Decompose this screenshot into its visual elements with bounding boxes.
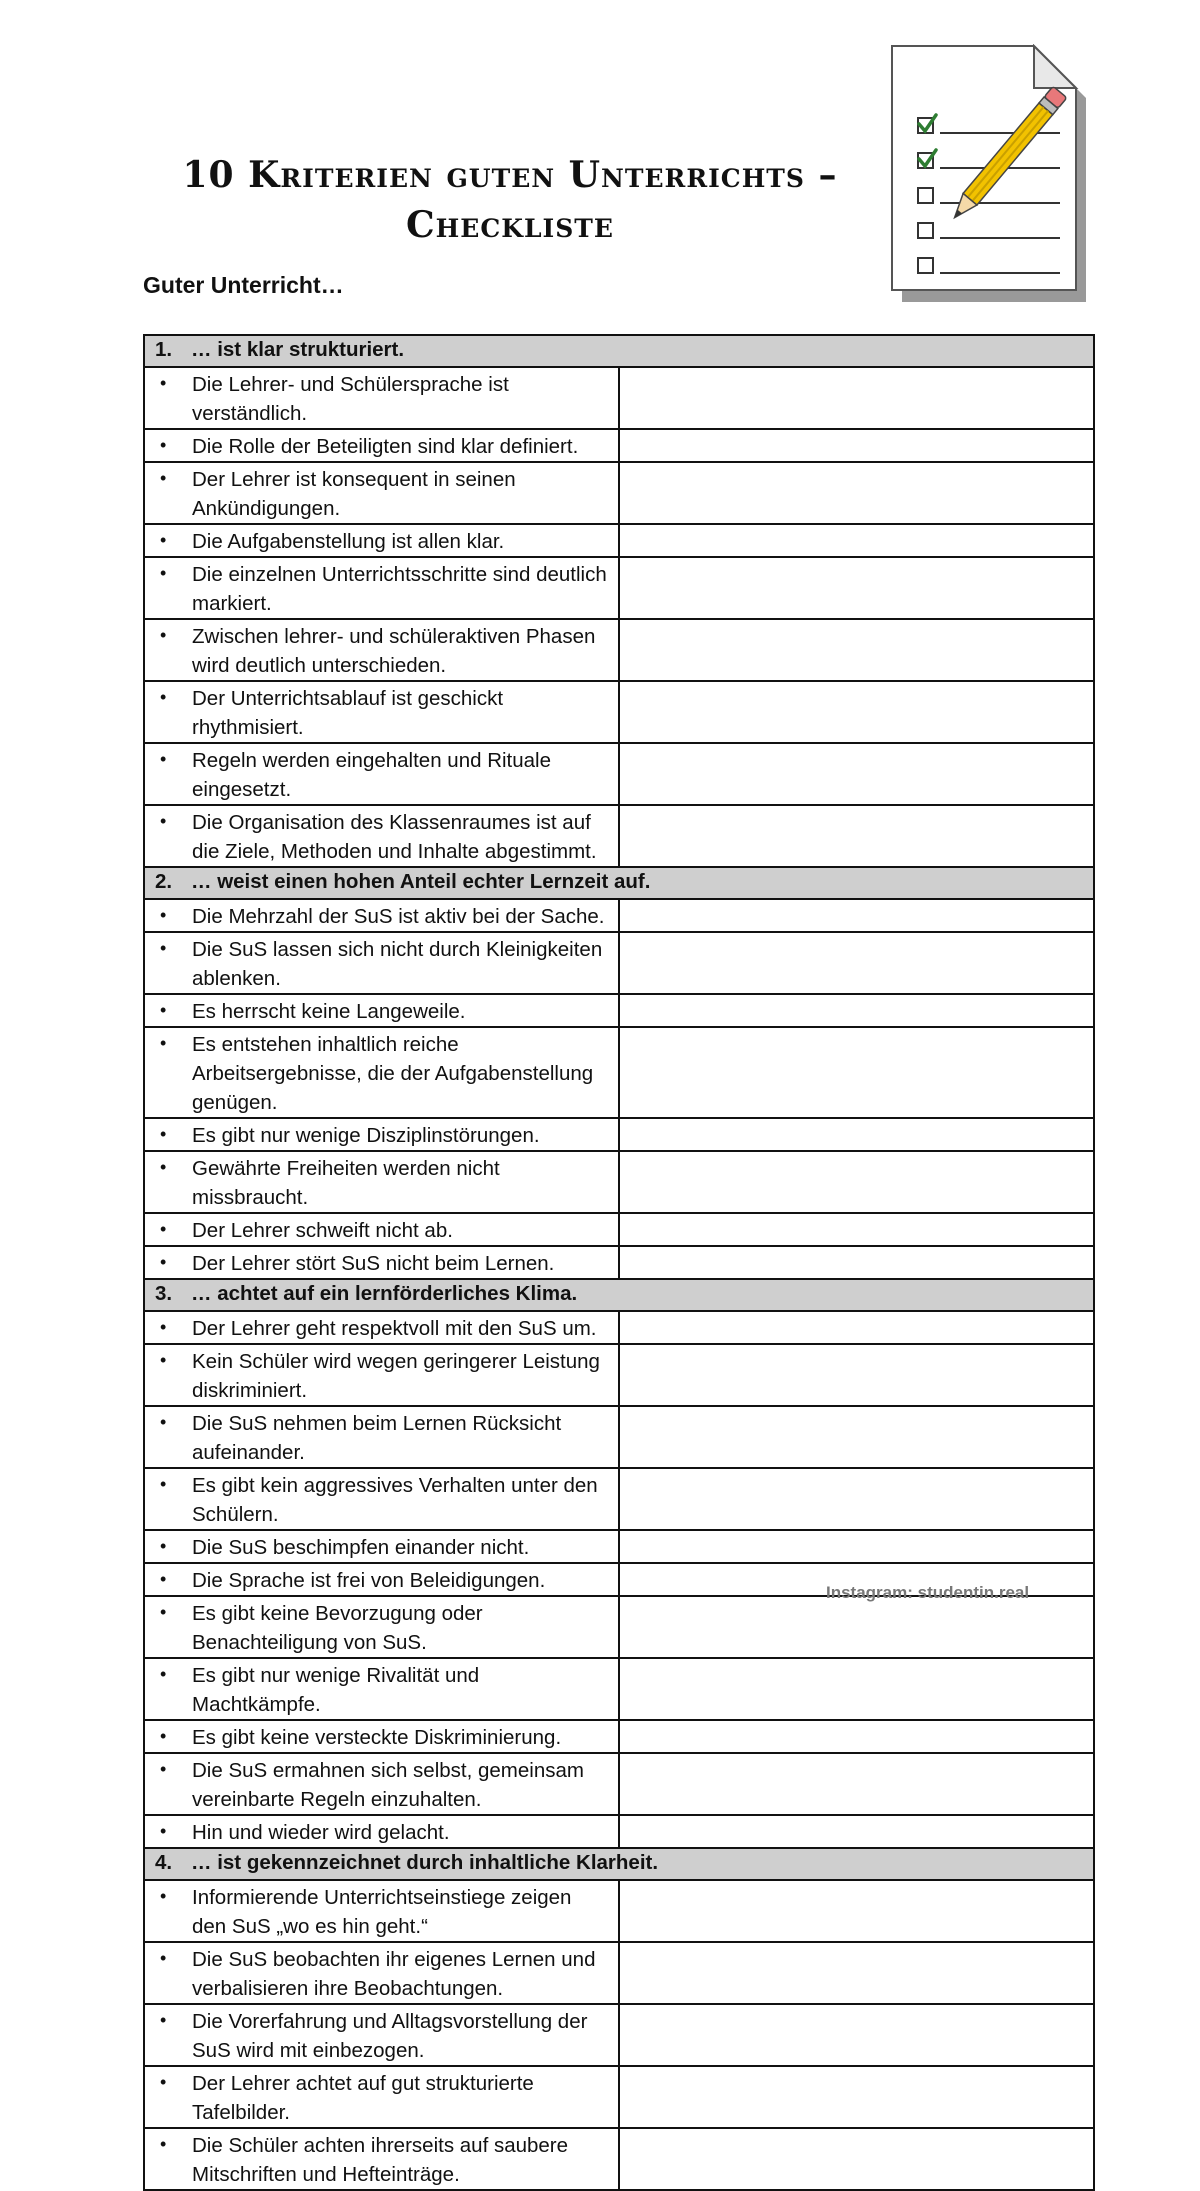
criterion-text: Die Sprache ist frei von Beleidigungen. <box>192 1569 546 1592</box>
criterion-cell <box>144 1406 619 1468</box>
bullet-icon: • <box>160 373 167 393</box>
checklist-item-row <box>144 899 1094 932</box>
bullet-icon: • <box>160 1759 167 1779</box>
criterion-cell <box>144 557 619 619</box>
checklist-item-row <box>144 1118 1094 1151</box>
checklist-item-row <box>144 429 1094 462</box>
criterion-cell <box>144 429 619 462</box>
bullet-icon: • <box>160 1602 167 1622</box>
bullet-icon: • <box>160 625 167 645</box>
checkbox-cell[interactable] <box>619 1151 1094 1213</box>
criterion-text: Die Mehrzahl der SuS ist aktiv bei der Sache. <box>192 905 605 928</box>
bullet-icon: • <box>160 1821 167 1841</box>
checklist-item-row <box>144 1942 1094 2004</box>
criterion-cell <box>144 1658 619 1720</box>
criterion-text: Es herrscht keine Langeweile. <box>192 1000 466 1023</box>
criterion-text: Es gibt nur wenige Rivalität und Machtkämpfe. <box>192 1664 480 1716</box>
section-number: 2. <box>155 870 173 893</box>
criterion-cell <box>144 2004 619 2066</box>
criterion-cell <box>144 1468 619 1530</box>
bullet-icon: • <box>160 1350 167 1370</box>
checklist-item-row <box>144 1311 1094 1344</box>
checklist-item-row <box>144 557 1094 619</box>
checkbox-cell[interactable] <box>619 1468 1094 1530</box>
criterion-text: Die SuS lassen sich nicht durch Kleinigkeiten ablenken. <box>192 938 603 990</box>
bullet-icon: • <box>160 1536 167 1556</box>
checklist-item-row <box>144 994 1094 1027</box>
criterion-text: Die Lehrer- und Schülersprache ist verständlich. <box>192 373 509 425</box>
bullet-icon: • <box>160 468 167 488</box>
section-heading <box>144 1848 1094 1880</box>
criterion-text: Zwischen lehrer- und schüleraktiven Phasen wird deutlich unterschieden. <box>192 625 596 677</box>
checklist-item-row <box>144 743 1094 805</box>
checkbox-cell[interactable] <box>619 1213 1094 1246</box>
section-header-row <box>144 1279 1094 1311</box>
checklist-item-row <box>144 805 1094 867</box>
checklist-item-row <box>144 2066 1094 2128</box>
checklist-item-row <box>144 2128 1094 2190</box>
criterion-cell <box>144 1720 619 1753</box>
bullet-icon: • <box>160 938 167 958</box>
criterion-text: Es gibt keine versteckte Diskriminierung. <box>192 1726 562 1749</box>
criterion-cell <box>144 1815 619 1848</box>
criterion-text: Die Vorerfahrung und Alltagsvorstellung der SuS wird mit einbezogen. <box>192 2010 588 2062</box>
criterion-cell <box>144 932 619 994</box>
criterion-cell <box>144 2066 619 2128</box>
checkbox-cell[interactable] <box>619 1406 1094 1468</box>
checkbox-cell[interactable] <box>619 994 1094 1027</box>
checklist-item-row <box>144 1658 1094 1720</box>
criterion-text: Der Unterrichtsablauf ist geschickt rhythmisiert. <box>192 687 504 739</box>
criterion-text: Die SuS nehmen beim Lernen Rücksicht aufeinander. <box>192 1412 562 1464</box>
checklist-item-row <box>144 1530 1094 1563</box>
criterion-text: Der Lehrer stört SuS nicht beim Lernen. <box>192 1252 555 1275</box>
checklist-item-row <box>144 1468 1094 1530</box>
checkbox-cell[interactable] <box>619 1880 1094 1942</box>
criterion-text: Es gibt kein aggressives Verhalten unter den Schülern. <box>192 1474 598 1526</box>
bullet-icon: • <box>160 2010 167 2030</box>
section-header-row <box>144 335 1094 367</box>
criterion-text: Die Rolle der Beteiligten sind klar definiert. <box>192 435 579 458</box>
section-heading <box>144 867 1094 899</box>
criterion-cell <box>144 1213 619 1246</box>
bullet-icon: • <box>160 1474 167 1494</box>
criterion-text: Die Schüler achten ihrerseits auf saubere Mitschriften und Hefteinträge. <box>192 2134 569 2186</box>
criterion-cell <box>144 805 619 867</box>
criterion-text: Der Lehrer ist konsequent in seinen Ankündigungen. <box>192 468 516 520</box>
intro-text: Guter Unterricht… <box>143 272 344 298</box>
bullet-icon: • <box>160 435 167 455</box>
bullet-icon: • <box>160 1948 167 1968</box>
criterion-text: Der Lehrer achtet auf gut strukturierte Tafelbilder. <box>192 2072 534 2124</box>
title-line-2: Checkliste <box>406 204 614 246</box>
checkbox-cell[interactable] <box>619 1815 1094 1848</box>
checkbox-cell[interactable] <box>619 557 1094 619</box>
criterion-text: Die Aufgabenstellung ist allen klar. <box>192 530 505 553</box>
section-number: 3. <box>155 1282 173 1305</box>
criterion-cell <box>144 1027 619 1118</box>
section-heading-text: … ist gekennzeichnet durch inhaltliche Klarheit. <box>191 1851 659 1874</box>
section-heading-text: … ist klar strukturiert. <box>191 338 405 361</box>
section-heading-text: … weist einen hohen Anteil echter Lernzeit auf. <box>191 870 651 893</box>
bullet-icon: • <box>160 1033 167 1053</box>
checkbox-cell[interactable] <box>619 2128 1094 2190</box>
page-title <box>150 150 870 250</box>
checkbox-cell[interactable] <box>619 1246 1094 1279</box>
checklist-item-row <box>144 932 1094 994</box>
checkbox-cell[interactable] <box>619 2004 1094 2066</box>
criterion-text: Die Organisation des Klassenraumes ist auf die Ziele, Methoden und Inhalte abgestimmt. <box>192 811 597 863</box>
criterion-cell <box>144 1880 619 1942</box>
bullet-icon: • <box>160 1664 167 1684</box>
bullet-icon: • <box>160 2072 167 2092</box>
criterion-cell <box>144 367 619 429</box>
section-header-row <box>144 1848 1094 1880</box>
criterion-cell <box>144 1344 619 1406</box>
bullet-icon: • <box>160 1412 167 1432</box>
criterion-cell <box>144 2128 619 2190</box>
criterion-cell <box>144 1118 619 1151</box>
bullet-icon: • <box>160 1252 167 1272</box>
checklist-with-pencil-icon <box>888 44 1110 308</box>
checklist-item-row <box>144 1027 1094 1118</box>
criterion-cell <box>144 1563 619 1596</box>
checkbox-cell[interactable] <box>619 1942 1094 2004</box>
criterion-cell <box>144 1753 619 1815</box>
checklist-item-row <box>144 1406 1094 1468</box>
criterion-text: Die SuS beschimpfen einander nicht. <box>192 1536 530 1559</box>
checklist-item-row <box>144 1753 1094 1815</box>
section-header-row <box>144 867 1094 899</box>
criterion-cell <box>144 1311 619 1344</box>
criterion-text: Es gibt keine Bevorzugung oder Benachteiligung von SuS. <box>192 1602 483 1654</box>
checklist-item-row <box>144 1246 1094 1279</box>
checklist-item-row <box>144 524 1094 557</box>
bullet-icon: • <box>160 530 167 550</box>
criterion-cell <box>144 1530 619 1563</box>
bullet-icon: • <box>160 1219 167 1239</box>
section-heading-text: … achtet auf ein lernförderliches Klima. <box>191 1282 578 1305</box>
checklist-item-row <box>144 462 1094 524</box>
bullet-icon: • <box>160 563 167 583</box>
criterion-cell <box>144 462 619 524</box>
criterion-cell <box>144 1246 619 1279</box>
bullet-icon: • <box>160 1317 167 1337</box>
criterion-cell <box>144 743 619 805</box>
criterion-cell <box>144 681 619 743</box>
title-line-1: 10 Kriterien guten Unterrichts – <box>182 154 838 196</box>
section-number: 1. <box>155 338 173 361</box>
criterion-text: Der Lehrer schweift nicht ab. <box>192 1219 453 1242</box>
checklist-item-row <box>144 1344 1094 1406</box>
checkbox-cell[interactable] <box>619 1311 1094 1344</box>
criterion-cell <box>144 994 619 1027</box>
checklist-item-row <box>144 1213 1094 1246</box>
bullet-icon: • <box>160 1000 167 1020</box>
checkbox-cell[interactable] <box>619 524 1094 557</box>
criteria-checklist-table <box>143 334 1095 2191</box>
bullet-icon: • <box>160 1726 167 1746</box>
checklist-item-row <box>144 681 1094 743</box>
section-heading <box>144 335 1094 367</box>
checklist-item-row <box>144 619 1094 681</box>
criterion-text: Regeln werden eingehalten und Rituale eingesetzt. <box>192 749 552 801</box>
bullet-icon: • <box>160 811 167 831</box>
checkbox-cell[interactable] <box>619 1027 1094 1118</box>
section-number: 4. <box>155 1851 173 1874</box>
bullet-icon: • <box>160 1124 167 1144</box>
checkbox-cell[interactable] <box>619 367 1094 429</box>
bullet-icon: • <box>160 2134 167 2154</box>
checklist-item-row <box>144 1151 1094 1213</box>
bullet-icon: • <box>160 687 167 707</box>
checklist-item-row <box>144 367 1094 429</box>
checkbox-cell[interactable] <box>619 743 1094 805</box>
checkbox-cell[interactable] <box>619 462 1094 524</box>
criterion-cell <box>144 619 619 681</box>
checklist-item-row <box>144 1880 1094 1942</box>
bullet-icon: • <box>160 905 167 925</box>
checklist-item-row <box>144 2004 1094 2066</box>
criterion-text: Es gibt nur wenige Disziplinstörungen. <box>192 1124 540 1147</box>
criterion-text: Es entstehen inhaltlich reiche Arbeitsergebnisse, die der Aufgabenstellung genügen. <box>192 1033 594 1114</box>
checkbox-cell[interactable] <box>619 1596 1094 1658</box>
checklist-item-row <box>144 1815 1094 1848</box>
checkbox-cell[interactable] <box>619 805 1094 867</box>
criterion-text: Hin und wieder wird gelacht. <box>192 1821 450 1844</box>
checklist-item-row <box>144 1596 1094 1658</box>
checkbox-cell[interactable] <box>619 1753 1094 1815</box>
bullet-icon: • <box>160 1157 167 1177</box>
criterion-cell <box>144 524 619 557</box>
criterion-text: Kein Schüler wird wegen geringerer Leistung diskriminiert. <box>192 1350 600 1402</box>
checkbox-cell[interactable] <box>619 429 1094 462</box>
criterion-cell <box>144 1942 619 2004</box>
checkbox-cell[interactable] <box>619 899 1094 932</box>
checkbox-cell[interactable] <box>619 1118 1094 1151</box>
criterion-cell <box>144 1151 619 1213</box>
checkbox-cell[interactable] <box>619 1658 1094 1720</box>
checkbox-cell[interactable] <box>619 932 1094 994</box>
section-heading <box>144 1279 1094 1311</box>
criterion-cell <box>144 899 619 932</box>
checkbox-cell[interactable] <box>619 1344 1094 1406</box>
checkbox-cell[interactable] <box>619 2066 1094 2128</box>
criterion-text: Die SuS ermahnen sich selbst, gemeinsam vereinbarte Regeln einzuhalten. <box>192 1759 584 1811</box>
criterion-text: Informierende Unterrichtseinstiege zeigen den SuS „wo es hin geht.“ <box>192 1886 572 1938</box>
checkbox-cell[interactable] <box>619 1530 1094 1563</box>
criterion-text: Die SuS beobachten ihr eigenes Lernen und verbalisieren ihre Beobachtungen. <box>192 1948 596 2000</box>
criterion-text: Der Lehrer geht respektvoll mit den SuS um. <box>192 1317 597 1340</box>
bullet-icon: • <box>160 1569 167 1589</box>
criterion-text: Die einzelnen Unterrichtsschritte sind deutlich markiert. <box>192 563 607 615</box>
criterion-cell <box>144 1596 619 1658</box>
bullet-icon: • <box>160 1886 167 1906</box>
checkbox-cell[interactable] <box>619 619 1094 681</box>
bullet-icon: • <box>160 749 167 769</box>
instagram-credit: Instagram: studentin.real <box>826 1583 1030 1602</box>
checkbox-cell[interactable] <box>619 681 1094 743</box>
checklist-item-row <box>144 1720 1094 1753</box>
criterion-text: Gewährte Freiheiten werden nicht missbraucht. <box>192 1157 500 1209</box>
checkbox-cell[interactable] <box>619 1720 1094 1753</box>
